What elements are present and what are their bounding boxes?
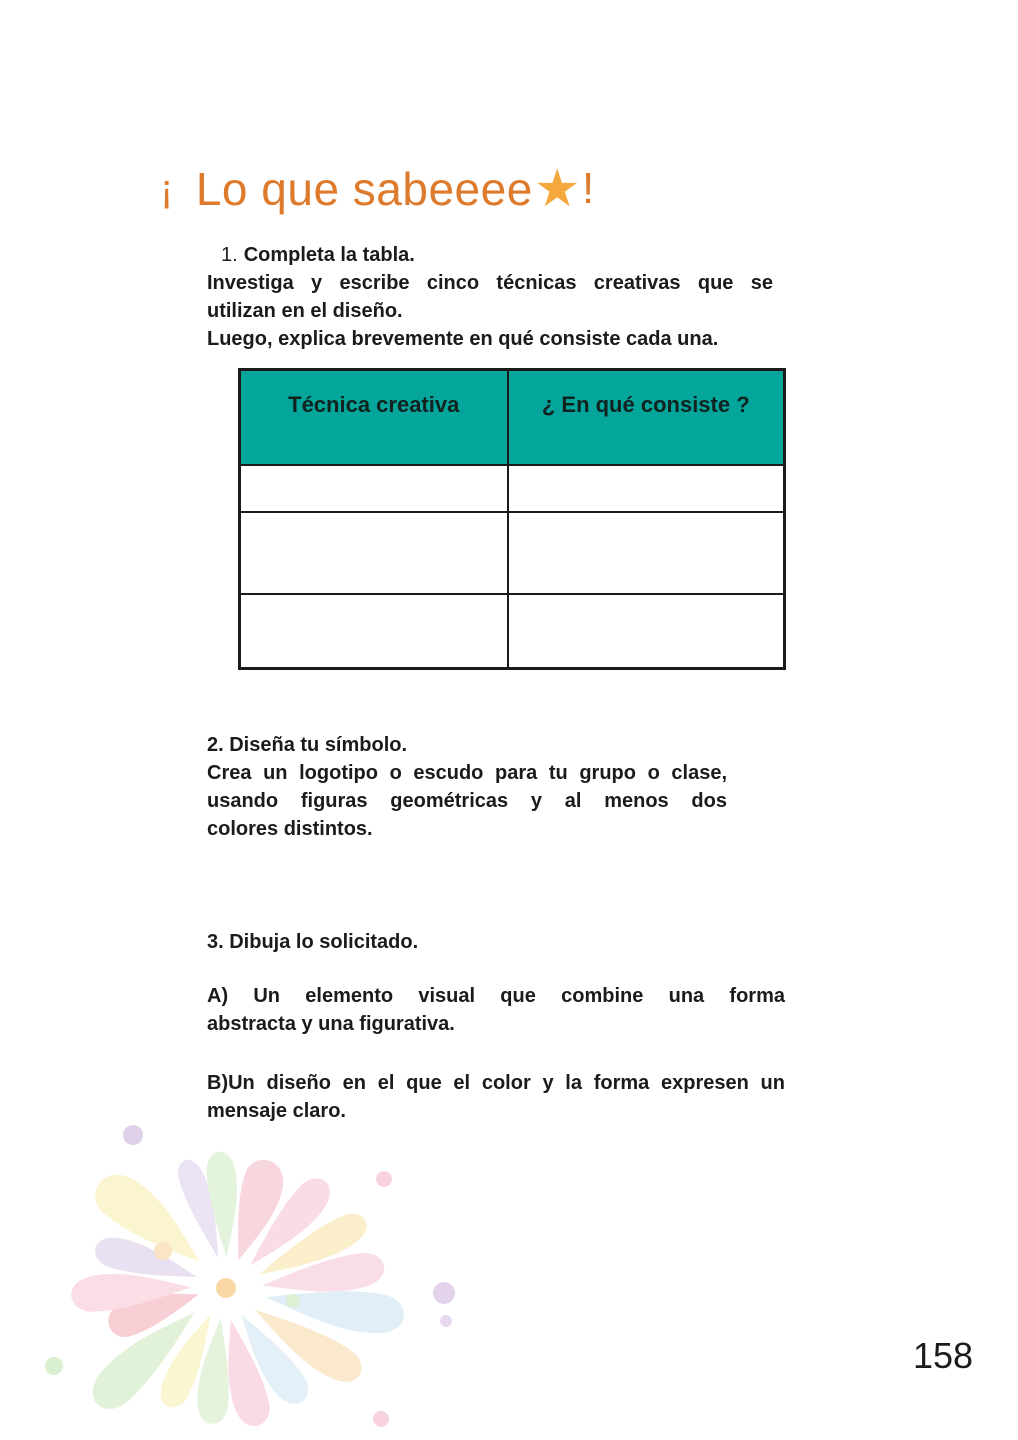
table-cell [508,512,785,594]
firework-dots-group [45,1125,455,1427]
column-header-tecnica-creativa: Técnica creativa [240,370,508,465]
activity-3-item-a-line-1: A) Un elemento visual que combine una forma [207,985,785,1007]
page-number: 158 [913,1335,974,1376]
activity-2-line-3: colores distintos. [207,818,373,840]
table-row [240,465,785,512]
table-cell [240,512,508,594]
table-cell [508,465,785,512]
activity-1-heading [207,241,773,269]
title-text: Lo que sabeeee [195,163,533,215]
page-title [160,158,595,220]
title-close-exclamation: ! [581,164,595,213]
table-row [240,594,785,669]
activity-3-item-a-line-2: abstracta y una figurativa. [207,1013,455,1035]
activity-3 [207,928,785,1125]
column-header-en-que-consiste: ¿ En qué consiste ? [508,370,785,465]
activity-3-item-a [207,982,785,1038]
techniques-table [238,368,786,670]
activity-1-line-3: Luego, explica brevemente en qué consiste cada una. [207,328,719,350]
activity-1 [207,241,773,353]
firework-decoration [10,1118,470,1440]
activity-1-line-2: utilizan en el diseño. [207,300,403,322]
activity-2-heading: 2. Diseña tu símbolo. [207,734,408,756]
table-cell [240,465,508,512]
table-cell [240,594,508,669]
activity-2-line-1: Crea un logotipo o escudo para tu grupo o clase, [207,762,727,784]
firework-petals-group [71,1151,408,1430]
table-row [240,512,785,594]
activity-3-heading: 3. Dibuja lo solicitado. [207,931,419,953]
activity-3-item-b-line-1: B)Un diseño en el que el color y la forma expresen un [207,1072,785,1094]
activity-1-number: 1. [221,244,238,266]
table-header-row [240,370,785,465]
star-icon: ★ [533,160,581,218]
activity-1-line-1: Investiga y escribe cinco técnicas creativas que se [207,272,773,294]
activity-1-heading-text: Completa la tabla. [243,244,415,266]
title-open-exclamation: ¡ [160,166,174,211]
activity-3-item-b-line-2: mensaje claro. [207,1100,346,1122]
table-cell [508,594,785,669]
activity-2-line-2: usando figuras geométricas y al menos dos [207,790,727,812]
activity-3-item-b [207,1069,785,1125]
activity-2 [207,731,727,843]
